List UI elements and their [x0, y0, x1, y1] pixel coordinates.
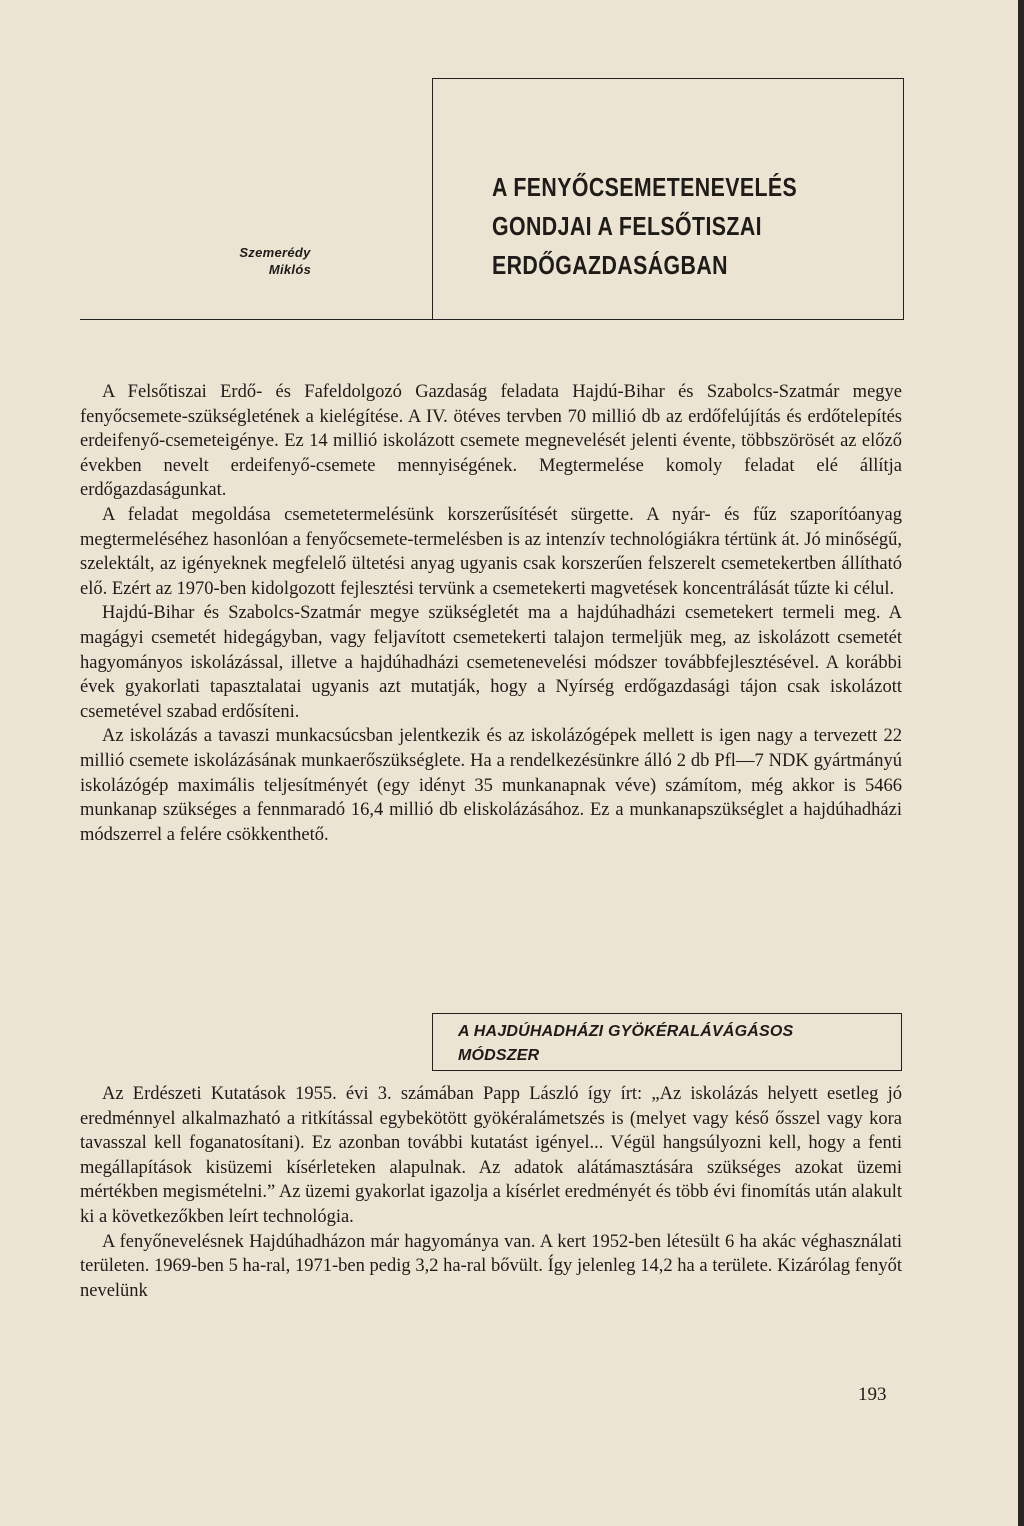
subheading-line-2: MÓDSZER	[458, 1047, 540, 1064]
frame-divider	[432, 78, 433, 320]
scan-edge	[1018, 0, 1024, 1526]
author-line-1: Szemerédy	[239, 245, 311, 260]
subheading-line-1: A HAJDÚHADHÁZI GYÖKÉRALÁVÁGÁSOS	[458, 1023, 794, 1040]
subheading-rule-top	[432, 1013, 902, 1014]
paragraph: A Felsőtiszai Erdő- és Fafeldolgozó Gazdaság feladata Hajdú-Bihar és Szabolcs-Szatmár megye fenyőcsemete-szükségletének a kielégítése. A IV. ötéves tervben 70 millió db az erdőfelújítás és erdőtelepítés erdeifenyő-csemeteigénye. Ez 14 millió iskolázott csemete megnevelését jelenti évente, többszörösét az előző években nevelt erdeifenyő-csemete mennyiségének. Megtermelése komoly feladat elé állítja erdőgazdaságunkat.	[80, 382, 902, 501]
page-number: 193	[858, 1384, 887, 1405]
frame-rule-bottom	[80, 319, 904, 320]
paragraph: A fenyőnevelésnek Hajdúhadházon már hagyománya van. A kert 1952-ben létesült 6 ha akác véghasználati területen. 1969-ben 5 ha-ral, 1971-ben pedig 3,2 ha-ral bővült. Így jelenleg 14,2 ha a területe. Kizárólag fenyőt nevelünk	[80, 1231, 902, 1301]
title-line-1: A FENYŐCSEMETENEVELÉS	[492, 172, 798, 202]
subheading-rule-bottom	[432, 1070, 902, 1071]
frame-rule-right	[903, 78, 904, 320]
subheading-rule-right	[901, 1013, 902, 1071]
title-line-2: GONDJAI A FELSŐTISZAI	[492, 211, 762, 241]
body-text-section-1	[80, 380, 902, 847]
body-text-section-2	[80, 1082, 902, 1303]
author-line-2: Miklós	[268, 262, 312, 277]
paragraph: A feladat megoldása csemetetermelésünk korszerűsítését sürgette. A nyár- és fűz szaporítóanyag megtermeléséhez hasonlóan a fenyőcsemete-termelésben is az intenzív technológiákra tértünk át. Jó minőségű, szelektált, az igényeknek megfelelő ültetési anyag ugyanis csak korszerűen felszerelt csemetekertben állítható elő. Ezért az 1970-ben kidolgozott fejlesztési tervünk a csemetekerti magvetések koncentrálását tűzte ki célul.	[80, 504, 902, 599]
paragraph: Hajdú-Bihar és Szabolcs-Szatmár megye szükségletét ma a hajdúhadházi csemetekert termeli meg. A magágyi csemetét hidegágyban, vagy feljavított csemetekerti talajon termeljük meg, az iskolázott csemetét hagyományos iskolázással, illetve a hajdúhadházi csemetenevelési módszer továbbfejlesztésével. A korábbi évek gyakorlati tapasztalatai ugyanis azt mutatják, hogy a Nyírség erdőgazdasági tájon csak iskolázott csemetével szabad erdősíteni.	[80, 603, 902, 722]
title-line-3: ERDŐGAZDASÁGBAN	[492, 250, 728, 280]
paragraph: Az iskolázás a tavaszi munkacsúcsban jelentkezik és az iskolázógépek mellett is igen nagy a tervezett 22 millió csemete iskolázásának munkaerőszükséglete. Ha a rendelkezésünkre álló 2 db Pfl—7 NDK gyártmányú iskolázógép maximális teljesítményét (egy idényt 35 munkanapnak véve) számítom, még akkor is 5466 munkanap szükséges a fennmaradó 16,4 millió db eliskolázásához. Ez a munkanapszükséglet a hajdúhadházi módszerrel a felére csökkenthető.	[80, 726, 902, 845]
author-name	[200, 244, 350, 278]
subheading-rule-left	[432, 1013, 433, 1071]
section-subheading	[458, 1020, 888, 1068]
paragraph: Az Erdészeti Kutatások 1955. évi 3. számában Papp László így írt: „Az iskolázás helyett esetleg jó eredménnyel alkalmazható a ritkítással egybekötött gyökéralámetszés is (melyet vagy késő ősszel vagy kora tavasszal kell foganatosítani). Ez azonban további kutatást igényel... Végül hangsúlyozni kell, hogy a fenti megállapítások kisüzemi kísérleteken alapulnak. Az adatok alátámasztására szükséges azokat üzemi mértékben megismételni.” Az üzemi gyakorlat igazolja a kísérlet eredményét és több évi finomítás után alakult ki a következőkben leírt technológia.	[80, 1084, 902, 1227]
frame-rule-top	[432, 78, 904, 79]
article-title	[492, 168, 820, 285]
